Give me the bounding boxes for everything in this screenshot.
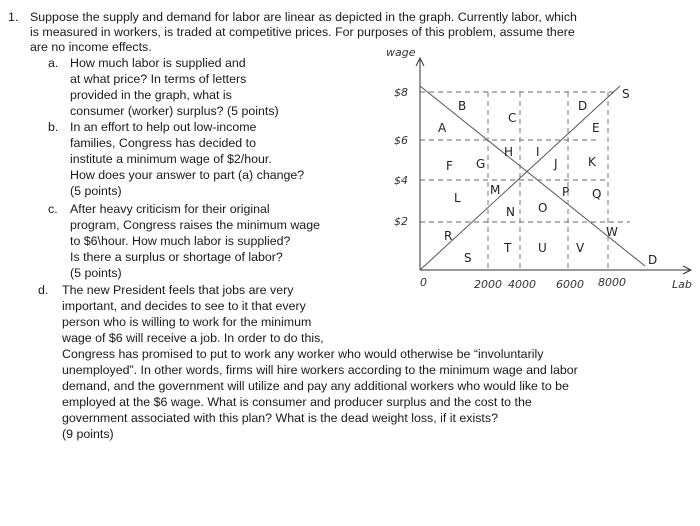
y-tick-4: $4: [394, 174, 408, 187]
region-letter-O: O: [538, 201, 548, 215]
region-letter-C: C: [508, 111, 517, 125]
region-letter-A: A: [438, 121, 447, 135]
x-tick-2000: 2000: [474, 278, 502, 291]
part-d-line-1: The new President feels that jobs are very: [62, 283, 294, 297]
y-axis-label: wage: [386, 46, 416, 59]
part-d-line-9: government associated with this plan? What is the dead weight loss, if it exists?: [62, 411, 498, 425]
region-letter-M: M: [490, 183, 501, 197]
region-letter-R: R: [444, 229, 453, 243]
part-d-line-8: employed at the $6 wage. What is consumer and producer surplus and the cost to the: [62, 395, 532, 409]
part-d-line-2: important, and decides to see to it that every: [62, 299, 306, 313]
part-c-line-4: Is there a surplus or shortage of labor?: [70, 250, 283, 264]
origin-label: 0: [420, 276, 427, 289]
region-letter-T: T: [504, 241, 512, 255]
y-tick-6: $6: [394, 134, 408, 147]
region-letter-U: U: [538, 241, 547, 255]
part-c-line-2: program, Congress raises the minimum wage: [70, 218, 320, 232]
y-tick-2: $2: [394, 215, 408, 228]
part-c-line-3: to $6\hour. How much labor is supplied?: [70, 234, 291, 248]
question-intro-line-2: is measured in workers, is traded at competitive prices. For purposes of this problem, assume there: [30, 25, 575, 39]
part-a-line-3: provided in the graph, what is: [70, 88, 232, 102]
region-letter-K: K: [588, 155, 596, 169]
region-letter-P: P: [562, 185, 570, 199]
region-letter-D: D: [578, 99, 588, 113]
demand-label: D: [648, 253, 658, 267]
part-d-line-10: (9 points): [62, 427, 114, 441]
region-letter-E: E: [592, 121, 600, 135]
part-d-label: d.: [38, 283, 49, 297]
region-letter-I: I: [536, 145, 540, 159]
region-letter-S: S: [464, 251, 472, 265]
part-a-line-2: at what price? In terms of letters: [70, 72, 247, 86]
region-letter-Q: Q: [592, 187, 602, 201]
y-tick-8: $8: [394, 86, 408, 99]
x-axis-label: Lab: [672, 278, 692, 291]
part-b-line-2: families, Congress has decided to: [70, 136, 256, 150]
region-letter-L: L: [454, 191, 461, 205]
part-c-line-1: After heavy criticism for their original: [70, 202, 270, 216]
part-b-line-4: How does your answer to part (a) change?: [70, 168, 305, 182]
question-number: 1.: [8, 10, 19, 24]
part-b-line-1: In an effort to help out low-income: [70, 120, 257, 134]
part-a-line-1: How much labor is supplied and: [70, 56, 246, 70]
question-intro-line-1: Suppose the supply and demand for labor are linear as depicted in the graph. Currently labor, which: [30, 10, 577, 24]
region-letter-W: W: [606, 225, 618, 239]
part-b-line-3: institute a minimum wage of $2/hour.: [70, 152, 272, 166]
part-b-line-5: (5 points): [70, 184, 122, 198]
part-d-line-3: person who is willing to work for the minimum: [62, 315, 312, 329]
part-c-label: c.: [48, 202, 58, 216]
x-tick-8000: 8000: [598, 276, 626, 289]
question-intro-line-3: are no income effects.: [30, 40, 152, 54]
part-d-line-7: demand, and the government will utilize and pay any additional workers who would like to be: [62, 379, 569, 393]
part-d-line-4: wage of $6 will receive a job. In order to do this,: [62, 331, 324, 345]
labor-market-graph: [380, 40, 698, 300]
region-letter-F: F: [446, 159, 453, 173]
region-letter-V: V: [576, 241, 585, 255]
part-a-line-4: consumer (worker) surplus? (5 points): [70, 104, 279, 118]
x-tick-4000: 4000: [508, 278, 536, 291]
part-d-line-6: unemployed”. In other words, firms will hire workers according to the minimum wage and labor: [62, 363, 578, 377]
part-c-line-5: (5 points): [70, 266, 122, 280]
region-letter-B: B: [458, 99, 467, 113]
part-a-label: a.: [48, 56, 59, 70]
supply-label: S: [622, 87, 630, 101]
part-d-line-5: Congress has promised to put to work any worker who would otherwise be “involuntarily: [62, 347, 544, 361]
region-letter-G: G: [476, 157, 486, 171]
region-letter-N: N: [506, 205, 515, 219]
region-letter-J: J: [554, 157, 558, 171]
region-letter-H: H: [504, 145, 514, 159]
x-tick-6000: 6000: [556, 278, 584, 291]
part-b-label: b.: [48, 120, 59, 134]
